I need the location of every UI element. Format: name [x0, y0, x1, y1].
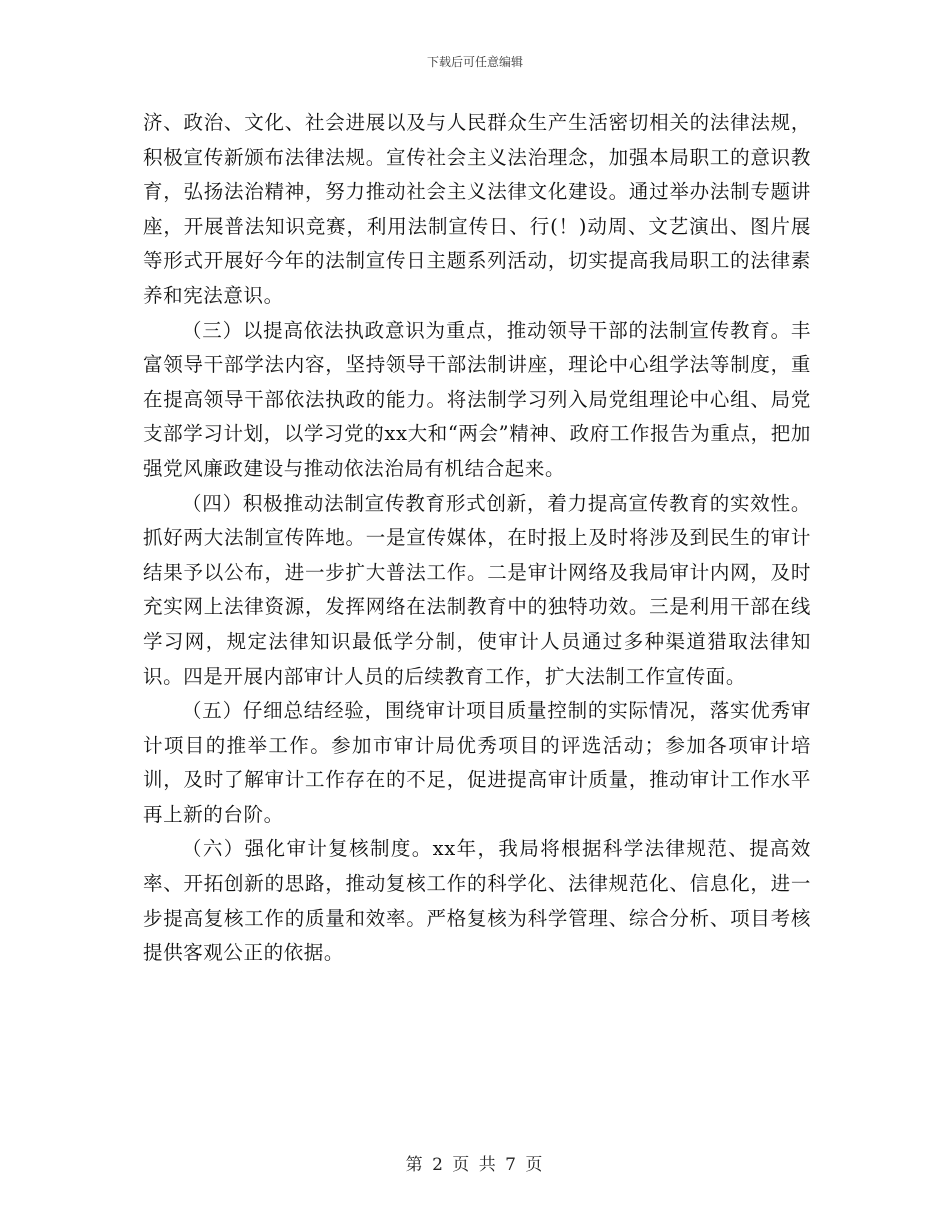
paragraph-section-6: （六）强化审计复核制度。xx年，我局将根据科学法律规范、提高效率、开拓创新的思路，推动复核工作的科学化、法律规范化、信息化，进一步提高复核工作的质量和效率。严格复核为科学管理、综合分析、项目考核提供客观公正的依据。: [143, 837, 811, 965]
paragraph-section-4: （四）积极推动法制宣传教育形式创新，着力提高宣传教育的实效性。抓好两大法制宣传阵地。一是宣传媒体，在时报上及时将涉及到民生的审计结果予以公布，进一步扩大普法工作。二是审计网络及我局审计内网，及时充实网上法律资源，发挥网络在法制教育中的独特功效。三是利用干部在线学习网，规定法律知识最低学分制，使审计人员通过多种渠道猎取法律知识。四是开展内部审计人员的后续教育工作，扩大法制工作宣传面。: [143, 491, 811, 688]
document-body: [143, 106, 811, 971]
paragraph-section-5: （五）仔细总结经验，围绕审计项目质量控制的实际情况，落实优秀审计项目的推举工作。参加市审计局优秀项目的评选活动；参加各项审计培训，及时了解审计工作存在的不足，促进提高审计质量，推动审计工作水平再上新的台阶。: [143, 699, 811, 826]
paragraph-continuation: 济、政治、文化、社会进展以及与人民群众生产生活密切相关的法律法规，积极宣传新颁布法律法规。宣传社会主义法治理念，加强本局职工的意识教育，弘扬法治精神，努力推动社会主义法律文化建设。通过举办法制专题讲座，开展普法知识竞赛，利用法制宣传日、行(！)动周、文艺演出、图片展等形式开展好今年的法制宣传日主题系列活动，切实提高我局职工的法律素养和宪法意识。: [143, 111, 811, 307]
page-number: 第 2 页 共 7 页: [405, 1155, 545, 1175]
header-note: 下载后可任意编辑: [426, 55, 523, 69]
paragraph-section-3: （三）以提高依法执政意识为重点，推动领导干部的法制宣传教育。丰富领导干部学法内容，坚持领导干部法制讲座，理论中心组学法等制度，重在提高领导干部依法执政的能力。将法制学习列入局党组理论中心组、局党支部学习计划，以学习党的xx大和“两会”精神、政府工作报告为重点，把加强党风廉政建设与推动依法治局有机结合起来。: [143, 318, 811, 480]
